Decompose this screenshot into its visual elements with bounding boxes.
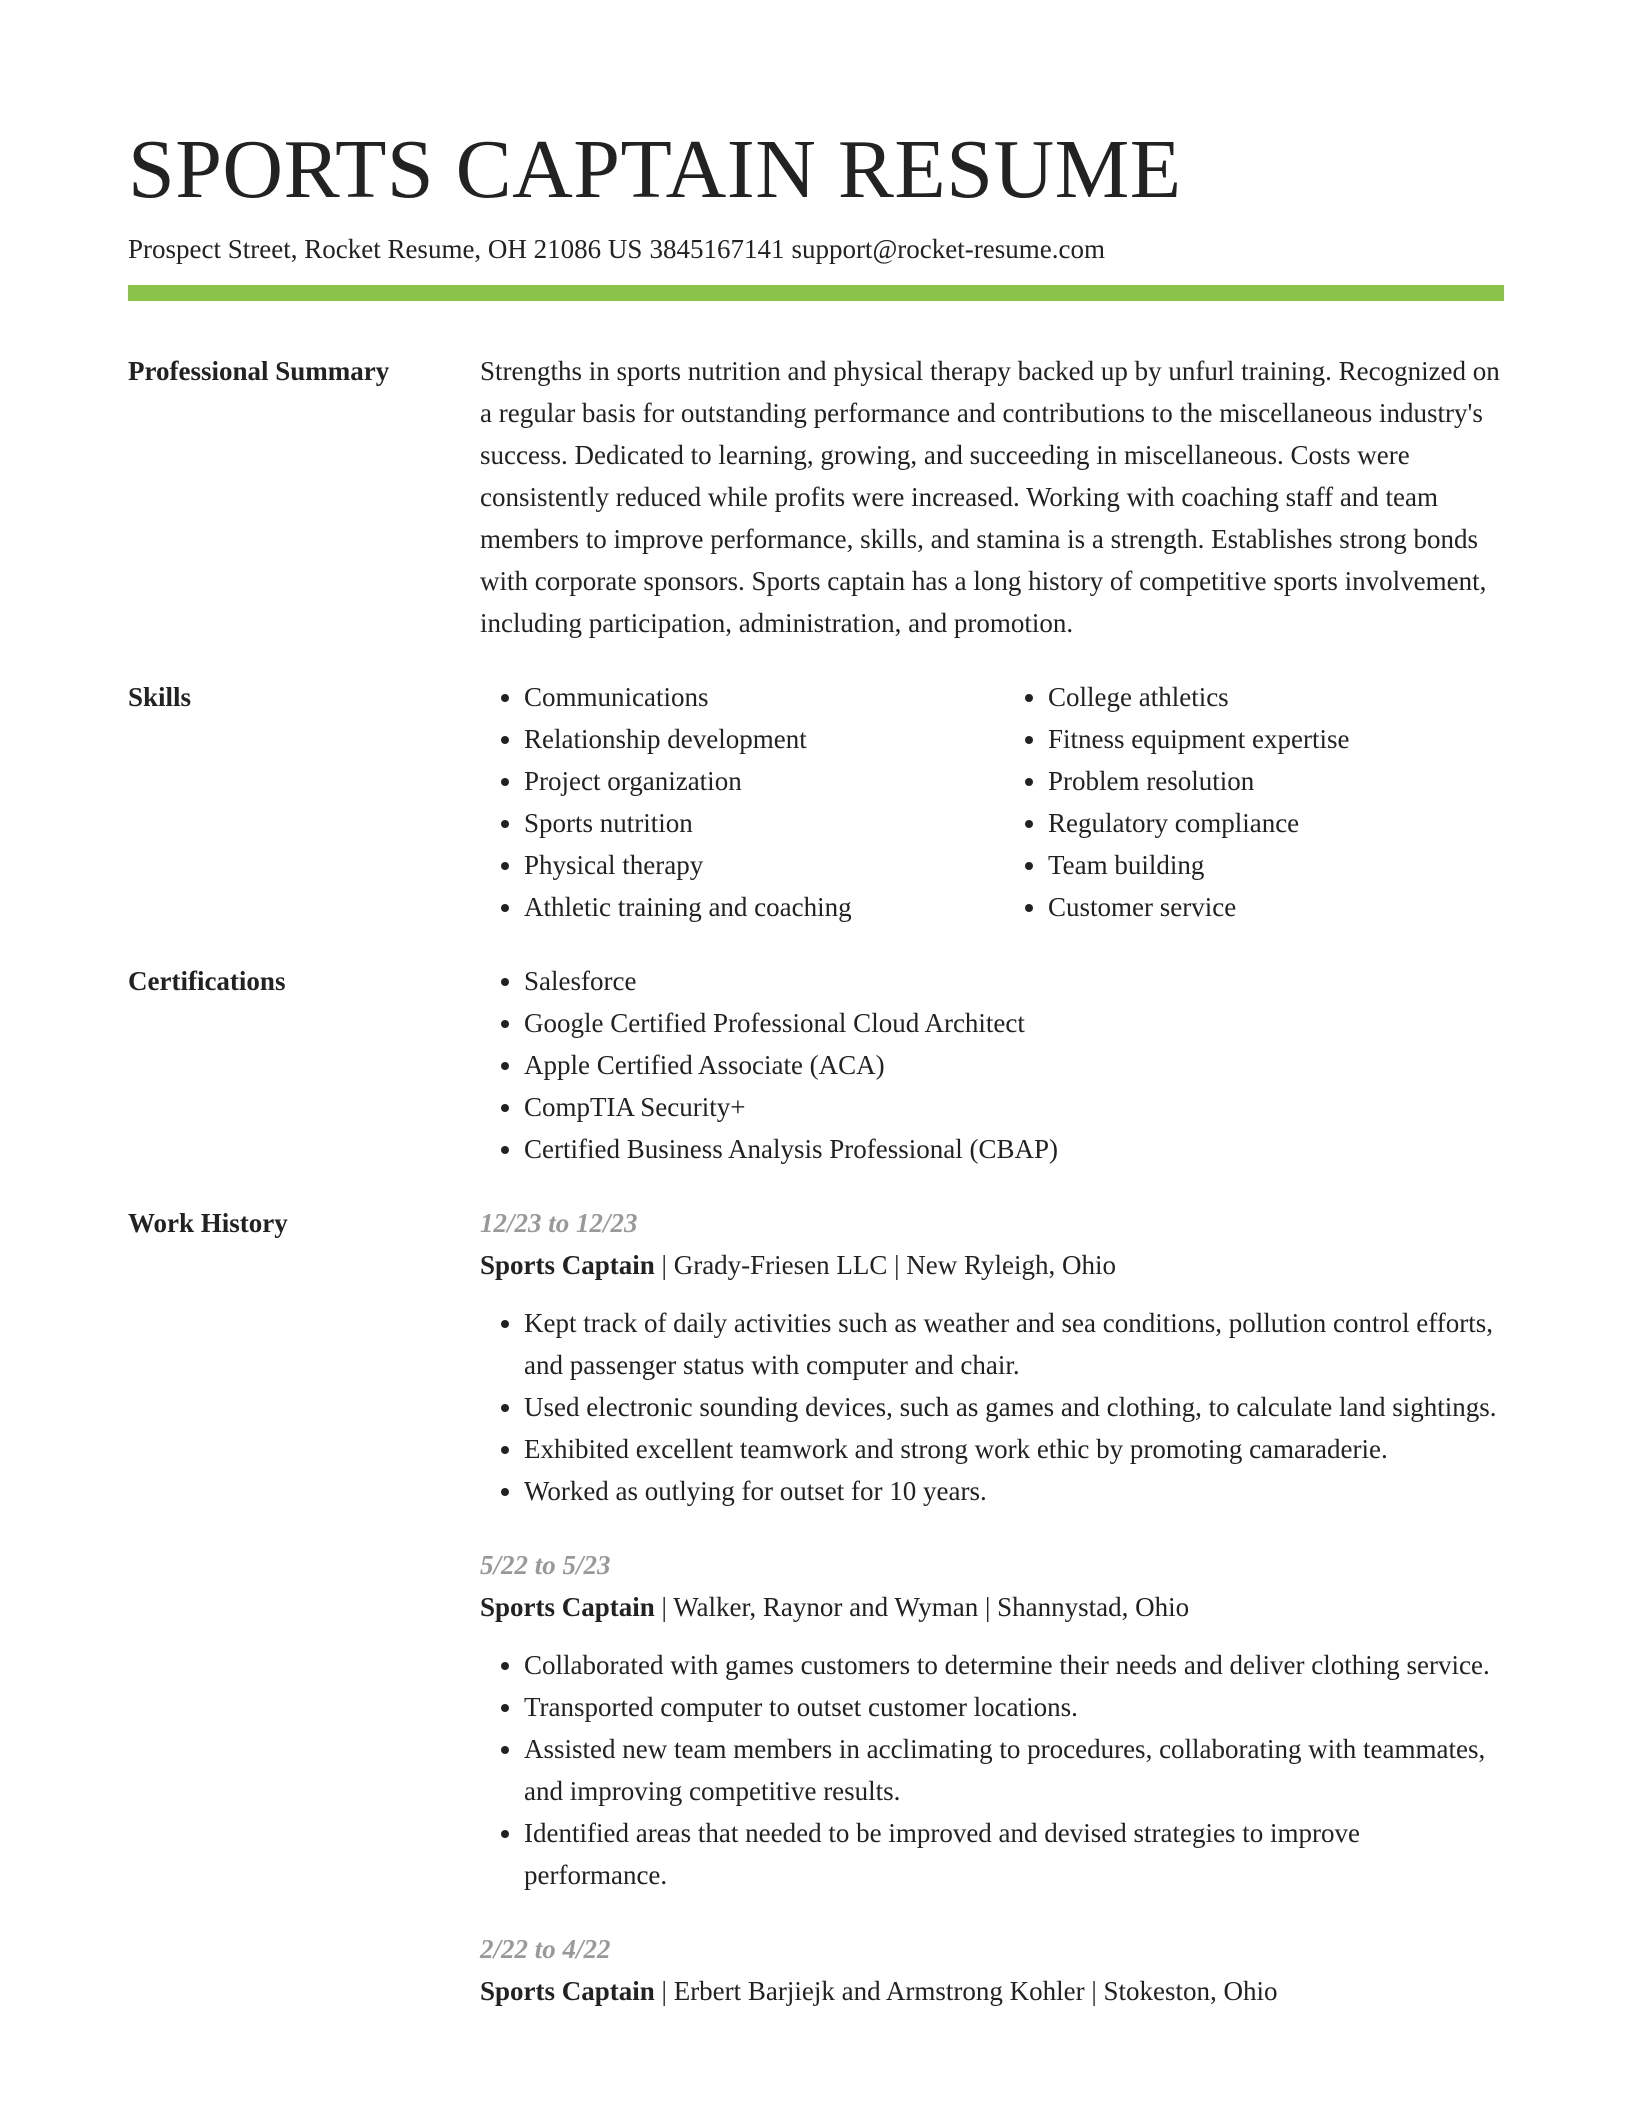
skills-section	[128, 676, 1504, 928]
job-entry	[480, 1928, 1504, 2012]
skills-list-right	[1004, 676, 1508, 928]
job-details: | Grady-Friesen LLC | New Ryleigh, Ohio	[654, 1250, 1116, 1280]
summary-text: Strengths in sports nutrition and physical therapy backed up by unfurl training. Recognized on a regular basis for outstanding performance and contributions to the miscellaneous industry's success. Dedicated to learning, growing, and succeeding in miscellaneous. Costs were consistently reduced while profits were increased. Working with coaching staff and team members to improve performance, skills, and stamina is a strength. Establishes strong bonds with corporate sponsors. Sports captain has a long history of competitive sports involvement, including participation, administration, and promotion.	[480, 356, 1500, 638]
certification-item: • CompTIA Security+	[524, 1086, 1504, 1128]
contact-address: Prospect Street, Rocket Resume, OH 21086 US	[128, 234, 643, 264]
job-bullet: • Transported computer to outset customer locations.	[524, 1686, 1504, 1728]
job-bullet: • Worked as outlying for outset for 10 years.	[524, 1470, 1504, 1512]
skill-item: • Physical therapy	[524, 844, 984, 886]
contact-line	[128, 230, 1105, 268]
skill-item: • Relationship development	[524, 718, 984, 760]
skills-list-left	[480, 676, 984, 928]
skill-item: • College athletics	[1048, 676, 1508, 718]
certifications-section	[128, 960, 1504, 1170]
work-history-section	[128, 1202, 1504, 2044]
job-entry	[480, 1202, 1504, 1512]
resume-content	[128, 350, 1504, 2076]
certification-item: • Certified Business Analysis Professional (CBAP)	[524, 1128, 1504, 1170]
certifications-body	[480, 960, 1504, 1170]
certifications-list	[480, 960, 1504, 1170]
professional-summary-section	[128, 350, 1504, 644]
job-dates: 2/22 to 4/22	[480, 1934, 611, 1964]
skill-item: • Communications	[524, 676, 984, 718]
summary-body	[480, 350, 1504, 644]
skill-item: • Regulatory compliance	[1048, 802, 1508, 844]
job-bullet: • Used electronic sounding devices, such as games and clothing, to calculate land sightings.	[524, 1386, 1504, 1428]
skill-item: • Team building	[1048, 844, 1508, 886]
job-title-line	[480, 1586, 1504, 1628]
job-dates: 12/23 to 12/23	[480, 1208, 638, 1238]
work-history-body	[480, 1202, 1504, 2044]
job-role: Sports Captain	[480, 1976, 655, 2006]
section-label-work-history: Work History	[128, 1208, 288, 1238]
job-dates: 5/22 to 5/23	[480, 1550, 611, 1580]
certification-item: • Google Certified Professional Cloud Architect	[524, 1002, 1504, 1044]
section-label-summary: Professional Summary	[128, 356, 390, 386]
contact-phone: 3845167141	[649, 234, 785, 264]
job-bullet: • Identified areas that needed to be improved and devised strategies to improve performance.	[524, 1812, 1504, 1896]
job-bullet: • Exhibited excellent teamwork and strong work ethic by promoting camaraderie.	[524, 1428, 1504, 1470]
job-bullet: • Collaborated with games customers to determine their needs and deliver clothing service.	[524, 1644, 1504, 1686]
job-details: | Erbert Barjiejk and Armstrong Kohler | Stokeston, Ohio	[654, 1976, 1278, 2006]
skill-item: • Project organization	[524, 760, 984, 802]
skill-item: • Fitness equipment expertise	[1048, 718, 1508, 760]
certification-item: • Apple Certified Associate (ACA)	[524, 1044, 1504, 1086]
contact-email: support@rocket-resume.com	[791, 234, 1105, 264]
accent-divider	[128, 285, 1504, 301]
job-role: Sports Captain	[480, 1592, 655, 1622]
certification-item: • Salesforce	[524, 960, 1504, 1002]
skill-item: • Problem resolution	[1048, 760, 1508, 802]
skill-item: • Athletic training and coaching	[524, 886, 984, 928]
job-title-line	[480, 1244, 1504, 1286]
job-role: Sports Captain	[480, 1250, 655, 1280]
section-label-skills: Skills	[128, 682, 192, 712]
job-bullets	[480, 1302, 1504, 1512]
section-label-certifications: Certifications	[128, 966, 286, 996]
skills-body	[480, 676, 1504, 928]
skill-item: • Customer service	[1048, 886, 1508, 928]
job-title-line	[480, 1970, 1504, 2012]
job-bullet: • Kept track of daily activities such as weather and sea conditions, pollution control efforts, and passenger status with computer and chair.	[524, 1302, 1504, 1386]
job-bullets	[480, 1644, 1504, 1896]
job-bullet: • Assisted new team members in acclimating to procedures, collaborating with teammates, and improving competitive results.	[524, 1728, 1504, 1812]
job-details: | Walker, Raynor and Wyman | Shannystad, Ohio	[654, 1592, 1190, 1622]
skill-item: • Sports nutrition	[524, 802, 984, 844]
job-entry	[480, 1544, 1504, 1896]
page-title: SPORTS CAPTAIN RESUME	[128, 123, 1182, 216]
